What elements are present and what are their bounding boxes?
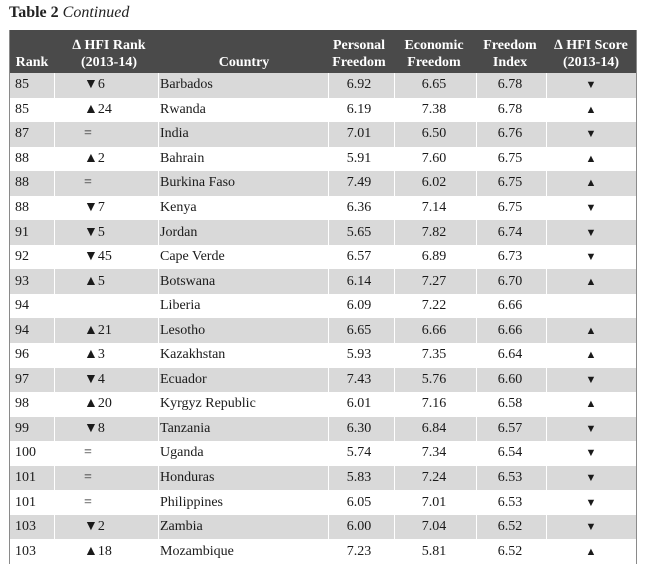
- header-rank: Rank: [15, 55, 49, 70]
- country-cell: Jordan: [160, 224, 198, 240]
- rank-cell: 96: [15, 347, 29, 363]
- hfi-score-change-cell: ▼: [585, 422, 597, 435]
- hfi-score-change-cell: ▲: [585, 398, 597, 411]
- rank-cell: 99: [15, 420, 29, 436]
- freedom-index-cell: 6.53: [497, 470, 523, 486]
- hfi-score-change-cell: ▲: [585, 349, 597, 362]
- hfi-rank-change-cell: ▲2: [84, 150, 105, 166]
- country-cell: Barbados: [160, 77, 213, 93]
- economic-freedom-cell: 7.34: [421, 445, 447, 461]
- rank-cell: 93: [15, 273, 29, 289]
- table-row: [10, 147, 636, 172]
- freedom-index-cell: 6.53: [497, 494, 523, 510]
- column-divider: [394, 73, 395, 564]
- economic-freedom-cell: 7.35: [421, 347, 447, 363]
- freedom-index-cell: 6.58: [497, 396, 523, 412]
- personal-freedom-cell: 6.09: [346, 298, 372, 314]
- country-cell: Cape Verde: [160, 249, 225, 265]
- hfi-score-change-cell: ▲: [585, 545, 597, 558]
- personal-freedom-cell: 5.93: [346, 347, 372, 363]
- hfi-score-change-cell: ▲: [585, 103, 597, 116]
- header-economic-freedom: Economic Freedom: [404, 38, 464, 70]
- hfi-score-change-cell: ▼: [585, 202, 597, 214]
- hfi-rank-change-cell: =: [84, 445, 92, 461]
- hfi-score-change-cell: ▼: [585, 128, 597, 141]
- rank-cell: 100: [15, 445, 36, 461]
- personal-freedom-cell: 6.05: [346, 494, 372, 510]
- table-row: [10, 539, 636, 564]
- freedom-index-cell: 6.76: [497, 126, 523, 142]
- rank-cell: 94: [15, 298, 29, 314]
- table-row: [10, 73, 636, 98]
- country-cell: Rwanda: [160, 101, 206, 117]
- header-hfi-score-change: ∆ HFI Score (2013-14): [554, 38, 628, 70]
- hfi-score-change-cell: [546, 294, 636, 319]
- hfi-rank-change-cell: ▲18: [84, 543, 112, 559]
- economic-freedom-cell: 7.16: [421, 396, 447, 412]
- economic-freedom-cell: 7.27: [421, 273, 447, 289]
- country-cell: Kazakhstan: [160, 347, 226, 363]
- economic-freedom-cell: 7.14: [421, 200, 447, 215]
- economic-freedom-cell: 6.84: [421, 420, 447, 436]
- hfi-rank-change-cell: ▼4: [84, 371, 105, 387]
- country-cell: Kenya: [160, 200, 197, 215]
- country-cell: Burkina Faso: [160, 175, 236, 191]
- rank-cell: 88: [15, 200, 29, 215]
- economic-freedom-cell: 6.89: [421, 249, 447, 265]
- rank-cell: 87: [15, 126, 29, 142]
- table-row: [10, 343, 636, 368]
- table-row: [10, 392, 636, 417]
- table-row: [10, 220, 636, 245]
- hfi-rank-change-cell: ▼5: [84, 224, 105, 240]
- personal-freedom-cell: 5.83: [346, 470, 372, 486]
- freedom-index-cell: 6.75: [497, 200, 523, 215]
- rank-cell: 101: [15, 470, 36, 486]
- personal-freedom-cell: 7.43: [346, 371, 372, 387]
- table-body: [10, 73, 636, 564]
- personal-freedom-cell: 6.92: [346, 77, 372, 93]
- hfi-rank-change-cell: ▲21: [84, 322, 112, 338]
- personal-freedom-cell: 7.49: [346, 175, 372, 191]
- hfi-rank-change-cell: =: [84, 470, 92, 486]
- economic-freedom-cell: 7.24: [421, 470, 447, 486]
- rank-cell: 103: [15, 543, 36, 559]
- hfi-rank-change-cell: ▲5: [84, 273, 105, 289]
- freedom-index-cell: 6.66: [497, 298, 523, 314]
- table-row: [10, 98, 636, 123]
- hfi-score-change-cell: ▲: [585, 324, 597, 337]
- rank-cell: 97: [15, 371, 29, 387]
- personal-freedom-cell: 6.57: [346, 249, 372, 265]
- economic-freedom-cell: 7.38: [421, 101, 447, 117]
- table-row: [10, 417, 636, 442]
- economic-freedom-cell: 5.76: [421, 371, 447, 387]
- table-row: [10, 171, 636, 196]
- economic-freedom-cell: 6.65: [421, 77, 447, 93]
- hfi-rank-change-cell: ▼8: [84, 420, 105, 436]
- country-cell: Honduras: [160, 470, 215, 486]
- hfi-rank-change-cell: ▲3: [84, 347, 105, 363]
- country-cell: Ecuador: [160, 371, 207, 387]
- personal-freedom-cell: 6.36: [346, 200, 372, 215]
- country-cell: Lesotho: [160, 322, 206, 338]
- header-personal-freedom: Personal Freedom: [332, 38, 386, 70]
- hfi-score-change-cell: ▼: [585, 373, 597, 386]
- table-row: [10, 441, 636, 466]
- personal-freedom-cell: 5.74: [346, 445, 372, 461]
- table-caption: [9, 2, 129, 24]
- header-hfi-rank-change: ∆ HFI Rank (2013-14): [72, 38, 146, 70]
- freedom-index-cell: 6.54: [497, 445, 523, 461]
- hfi-score-change-cell: ▼: [585, 79, 597, 92]
- economic-freedom-cell: 7.04: [421, 519, 447, 535]
- hfi-rank-change-cell: ▼7: [84, 200, 105, 215]
- hfi-rank-change-cell: ▲24: [84, 101, 112, 117]
- rank-cell: 94: [15, 322, 29, 338]
- rank-cell: 88: [15, 175, 29, 191]
- economic-freedom-cell: 7.22: [421, 298, 447, 314]
- hfi-score-change-cell: ▼: [585, 521, 597, 534]
- table-row: [10, 196, 636, 221]
- hfi-rank-change-cell: ▼45: [84, 249, 112, 265]
- personal-freedom-cell: 6.30: [346, 420, 372, 436]
- personal-freedom-cell: 6.01: [346, 396, 372, 412]
- economic-freedom-cell: 6.50: [421, 126, 447, 142]
- column-divider: [476, 73, 477, 564]
- personal-freedom-cell: 6.19: [346, 101, 372, 117]
- freedom-index-cell: 6.78: [497, 77, 523, 93]
- freedom-index-cell: 6.66: [497, 322, 523, 338]
- caption-note: Continued: [62, 4, 130, 21]
- freedom-index-cell: 6.64: [497, 347, 523, 363]
- personal-freedom-cell: 7.23: [346, 543, 372, 559]
- country-cell: Kyrgyz Republic: [160, 396, 256, 412]
- freedom-index-cell: 6.52: [497, 543, 523, 559]
- header-country: Country: [218, 55, 270, 70]
- economic-freedom-cell: 7.82: [421, 224, 447, 240]
- hfi-rank-change-cell: =: [84, 126, 92, 142]
- rank-cell: 85: [15, 77, 29, 93]
- country-cell: Philippines: [160, 494, 224, 510]
- rank-cell: 85: [15, 101, 29, 117]
- hfi-rank-change-cell: ▼6: [84, 77, 105, 93]
- table-row: [10, 318, 636, 343]
- personal-freedom-cell: 5.91: [346, 150, 372, 166]
- country-cell: Bahrain: [160, 150, 205, 166]
- column-divider: [158, 73, 159, 564]
- personal-freedom-cell: 6.65: [346, 322, 372, 338]
- freedom-index-cell: 6.73: [497, 249, 523, 265]
- hfi-score-change-cell: ▲: [585, 275, 597, 288]
- freedom-index-cell: 6.78: [497, 101, 523, 117]
- table-row: [10, 490, 636, 515]
- rank-cell: 92: [15, 249, 29, 265]
- personal-freedom-cell: 7.01: [346, 126, 372, 142]
- hfi-score-change-cell: ▼: [585, 251, 597, 264]
- rank-cell: 91: [15, 224, 29, 240]
- rank-cell: 103: [15, 519, 36, 535]
- country-cell: Zambia: [160, 519, 203, 535]
- table-row: [10, 368, 636, 393]
- economic-freedom-cell: 6.02: [421, 175, 447, 191]
- rank-cell: 101: [15, 494, 36, 510]
- hfi-rank-change-cell: ▼2: [84, 519, 105, 535]
- freedom-index-cell: 6.60: [497, 371, 523, 387]
- economic-freedom-cell: 5.81: [421, 543, 447, 559]
- table-header: [10, 30, 636, 73]
- personal-freedom-cell: 5.65: [346, 224, 372, 240]
- table-row: [10, 466, 636, 491]
- freedom-index-cell: 6.70: [497, 273, 523, 289]
- economic-freedom-cell: 6.66: [421, 322, 447, 338]
- country-cell: Mozambique: [160, 543, 234, 559]
- table-row: [10, 294, 636, 319]
- rank-cell: 88: [15, 150, 29, 166]
- freedom-table: [9, 30, 637, 564]
- hfi-score-change-cell: ▼: [585, 226, 597, 239]
- hfi-score-change-cell: ▼: [585, 447, 597, 460]
- hfi-rank-change-cell: =: [84, 175, 92, 191]
- freedom-index-cell: 6.75: [497, 150, 523, 166]
- economic-freedom-cell: 7.60: [421, 150, 447, 166]
- column-divider: [546, 73, 547, 564]
- country-cell: Botswana: [160, 273, 216, 289]
- hfi-rank-change-cell: ▲20: [84, 396, 112, 412]
- freedom-index-cell: 6.75: [497, 175, 523, 191]
- country-cell: Uganda: [160, 445, 204, 461]
- country-cell: India: [160, 126, 189, 142]
- hfi-rank-change-cell: =: [84, 494, 92, 510]
- column-divider: [54, 73, 55, 564]
- header-freedom-index: Freedom Index: [483, 38, 537, 70]
- table-row: [10, 515, 636, 540]
- country-cell: Tanzania: [160, 420, 211, 436]
- economic-freedom-cell: 7.01: [421, 494, 447, 510]
- hfi-rank-change-cell: [84, 294, 164, 319]
- hfi-score-change-cell: ▼: [585, 496, 597, 509]
- personal-freedom-cell: 6.00: [346, 519, 372, 535]
- hfi-score-change-cell: ▼: [585, 472, 597, 485]
- table-row: [10, 245, 636, 270]
- table-row: [10, 269, 636, 294]
- hfi-score-change-cell: ▲: [585, 152, 597, 165]
- table-row: [10, 122, 636, 147]
- caption-label: Table 2: [9, 4, 59, 21]
- column-divider: [328, 73, 329, 564]
- country-cell: Liberia: [160, 298, 201, 314]
- hfi-score-change-cell: ▲: [585, 177, 597, 190]
- freedom-index-cell: 6.57: [497, 420, 523, 436]
- personal-freedom-cell: 6.14: [346, 273, 372, 289]
- freedom-index-cell: 6.52: [497, 519, 523, 535]
- rank-cell: 98: [15, 396, 29, 412]
- freedom-index-cell: 6.74: [497, 224, 523, 240]
